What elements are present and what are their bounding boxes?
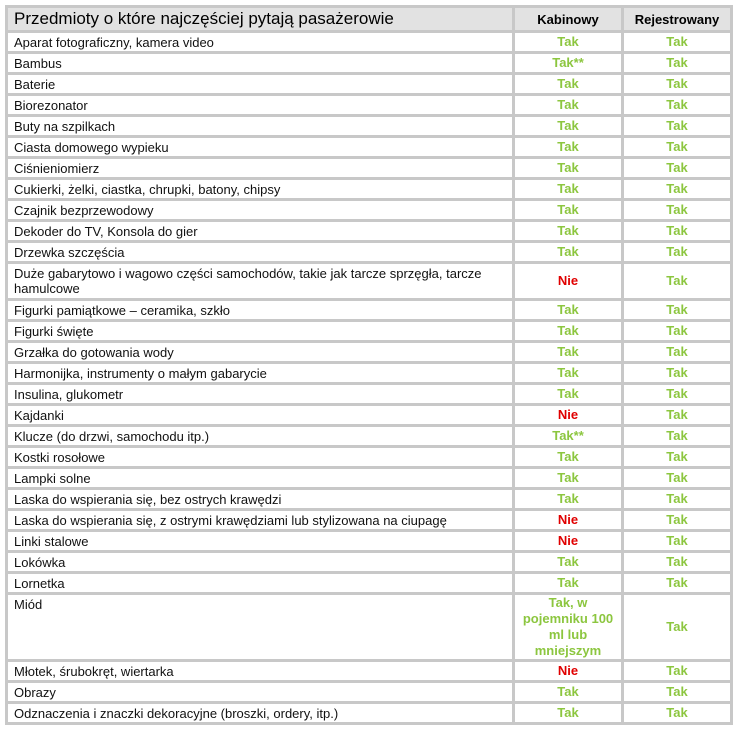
item-name: Ciasta domowego wypieku: [8, 138, 512, 156]
item-name: Lornetka: [8, 574, 512, 592]
item-name: Czajnik bezprzewodowy: [8, 201, 512, 219]
cabin-value: Nie: [515, 662, 621, 680]
table-row: [8, 553, 730, 571]
item-name: Miód: [8, 595, 512, 659]
checked-value: Tak: [624, 180, 730, 198]
checked-value: Tak: [624, 264, 730, 298]
item-name: Laska do wspierania się, bez ostrych krawędzi: [8, 490, 512, 508]
table-row: [8, 406, 730, 424]
table-row: [8, 322, 730, 340]
table-row: [8, 201, 730, 219]
table-row: [8, 364, 730, 382]
header-item: Przedmioty o które najczęściej pytają pasażerowie: [8, 8, 512, 30]
checked-value: Tak: [624, 117, 730, 135]
checked-value: Tak: [624, 322, 730, 340]
checked-value: Tak: [624, 222, 730, 240]
table-row: [8, 469, 730, 487]
baggage-table-wrapper: [5, 5, 733, 725]
cabin-value: Nie: [515, 406, 621, 424]
cabin-value: Nie: [515, 264, 621, 298]
item-name: Obrazy: [8, 683, 512, 701]
checked-value: Tak: [624, 448, 730, 466]
cabin-value: Tak**: [515, 54, 621, 72]
checked-value: Tak: [624, 201, 730, 219]
cabin-value: Tak: [515, 490, 621, 508]
cabin-value: Nie: [515, 532, 621, 550]
checked-value: Tak: [624, 159, 730, 177]
cabin-value: Tak: [515, 96, 621, 114]
item-name: Ciśnieniomierz: [8, 159, 512, 177]
table-row: [8, 54, 730, 72]
item-name: Kajdanki: [8, 406, 512, 424]
item-name: Linki stalowe: [8, 532, 512, 550]
checked-value: Tak: [624, 33, 730, 51]
header-cabin: Kabinowy: [515, 8, 621, 30]
table-row: [8, 683, 730, 701]
item-name: Bambus: [8, 54, 512, 72]
item-name: Duże gabarytowo i wagowo części samochodów, takie jak tarcze sprzęgła, tarcze hamulcowe: [8, 264, 512, 298]
checked-value: Tak: [624, 385, 730, 403]
checked-value: Tak: [624, 662, 730, 680]
item-name: Aparat fotograficzny, kamera video: [8, 33, 512, 51]
cabin-value: Tak: [515, 222, 621, 240]
cabin-value: Tak: [515, 448, 621, 466]
item-name: Cukierki, żelki, ciastka, chrupki, batony, chipsy: [8, 180, 512, 198]
cabin-value: Tak: [515, 117, 621, 135]
cabin-value: Tak: [515, 243, 621, 261]
cabin-value: Tak: [515, 553, 621, 571]
item-name: Lokówka: [8, 553, 512, 571]
checked-value: Tak: [624, 364, 730, 382]
table-row: [8, 490, 730, 508]
table-row: [8, 574, 730, 592]
checked-value: Tak: [624, 75, 730, 93]
item-name: Kostki rosołowe: [8, 448, 512, 466]
checked-value: Tak: [624, 406, 730, 424]
checked-value: Tak: [624, 574, 730, 592]
checked-value: Tak: [624, 138, 730, 156]
table-row: [8, 301, 730, 319]
cabin-value: Tak: [515, 364, 621, 382]
cabin-value: Nie: [515, 511, 621, 529]
cabin-value: Tak: [515, 343, 621, 361]
item-name: Klucze (do drzwi, samochodu itp.): [8, 427, 512, 445]
table-row: [8, 427, 730, 445]
item-name: Harmonijka, instrumenty o małym gabarycie: [8, 364, 512, 382]
checked-value: Tak: [624, 511, 730, 529]
cabin-value: Tak: [515, 322, 621, 340]
baggage-table: [5, 5, 733, 725]
cabin-value: Tak: [515, 180, 621, 198]
cabin-value: Tak: [515, 138, 621, 156]
item-name: Grzałka do gotowania wody: [8, 343, 512, 361]
cabin-value: Tak, w pojemniku 100 ml lub mniejszym: [515, 595, 621, 659]
item-name: Figurki pamiątkowe – ceramika, szkło: [8, 301, 512, 319]
checked-value: Tak: [624, 343, 730, 361]
item-name: Insulina, glukometr: [8, 385, 512, 403]
checked-value: Tak: [624, 469, 730, 487]
table-row: [8, 595, 730, 659]
table-header-row: [8, 8, 730, 30]
table-row: [8, 448, 730, 466]
checked-value: Tak: [624, 54, 730, 72]
item-name: Figurki święte: [8, 322, 512, 340]
item-name: Odznaczenia i znaczki dekoracyjne (broszki, ordery, itp.): [8, 704, 512, 722]
table-row: [8, 662, 730, 680]
table-row: [8, 180, 730, 198]
table-row: [8, 532, 730, 550]
checked-value: Tak: [624, 96, 730, 114]
checked-value: Tak: [624, 595, 730, 659]
checked-value: Tak: [624, 683, 730, 701]
table-row: [8, 33, 730, 51]
table-row: [8, 511, 730, 529]
cabin-value: Tak: [515, 159, 621, 177]
header-checked: Rejestrowany: [624, 8, 730, 30]
cabin-value: Tak: [515, 704, 621, 722]
item-name: Laska do wspierania się, z ostrymi krawędziami lub stylizowana na ciupagę: [8, 511, 512, 529]
checked-value: Tak: [624, 427, 730, 445]
cabin-value: Tak: [515, 469, 621, 487]
cabin-value: Tak: [515, 201, 621, 219]
cabin-value: Tak: [515, 75, 621, 93]
cabin-value: Tak: [515, 33, 621, 51]
table-row: [8, 138, 730, 156]
table-row: [8, 243, 730, 261]
item-name: Lampki solne: [8, 469, 512, 487]
checked-value: Tak: [624, 490, 730, 508]
item-name: Baterie: [8, 75, 512, 93]
table-row: [8, 75, 730, 93]
cabin-value: Tak: [515, 683, 621, 701]
table-row: [8, 343, 730, 361]
checked-value: Tak: [624, 532, 730, 550]
table-row: [8, 159, 730, 177]
checked-value: Tak: [624, 301, 730, 319]
item-name: Buty na szpilkach: [8, 117, 512, 135]
item-name: Młotek, śrubokręt, wiertarka: [8, 662, 512, 680]
cabin-value: Tak: [515, 301, 621, 319]
item-name: Drzewka szczęścia: [8, 243, 512, 261]
cabin-value: Tak: [515, 385, 621, 403]
table-row: [8, 222, 730, 240]
table-row: [8, 385, 730, 403]
table-body: [8, 33, 730, 722]
table-row: [8, 704, 730, 722]
item-name: Dekoder do TV, Konsola do gier: [8, 222, 512, 240]
checked-value: Tak: [624, 553, 730, 571]
checked-value: Tak: [624, 704, 730, 722]
cabin-value: Tak**: [515, 427, 621, 445]
table-row: [8, 264, 730, 298]
checked-value: Tak: [624, 243, 730, 261]
table-row: [8, 117, 730, 135]
item-name: Biorezonator: [8, 96, 512, 114]
table-row: [8, 96, 730, 114]
cabin-value: Tak: [515, 574, 621, 592]
